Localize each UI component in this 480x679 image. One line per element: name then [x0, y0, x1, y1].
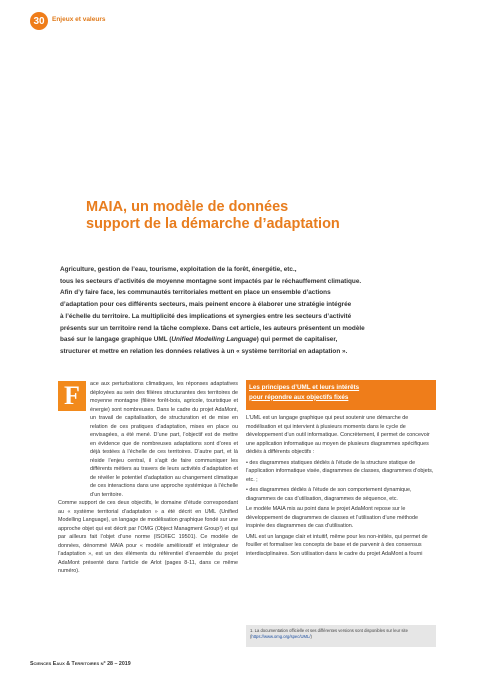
article-intro — [60, 264, 436, 358]
intro-line: présents sur un territoire rend la tâche complexe. Dans cet article, les auteurs présentent un modèle — [60, 324, 365, 332]
intro-line: tous les secteurs d’activités de moyenne montagne sont impactés par le réchauffement climatique. — [60, 277, 362, 285]
body-paragraph: ace aux perturbations climatiques, les réponses adaptatives déployées au sein des filières structurantes des territoires de moyenne montagne (filière forêt-bois, agricole, touristique et énergie) sont nombreuses. Dans le cadre du projet AdaMont, un travail de capitalisation, de structuration et de mise en relation de ces pratiques d’adaptation, mises en place ou envisagées, a été mené. D’une part, l’objectif est de mettre en évidence que de nombreuses adaptations sont d’ores et déjà testées à l’échelle de ces territoires. D’autre part, et là réside l’enjeu central, il s’agit de faire communiquer les différents métiers au travers de leurs activités d’adaptation et de révéler le potentiel d’adaptation au changement climatique de ces interactions dans une approche systémique à l’échelle d’un territoire. — [90, 381, 238, 498]
page-number-badge: 30 — [30, 12, 48, 30]
sidebar-box-title: Les principes d’UML et leurs intérêts pour répondre aux objectifs fixés — [249, 384, 360, 401]
intro-line: Agriculture, gestion de l’eau, tourisme, exploitation de la forêt, énergétie, etc., — [60, 266, 297, 273]
body-paragraph: Comme support de ces deux objectifs, le domaine d’étude correspondant au « système territorial d’adaptation » a été décrit en UML (Unified Modelling Language), un langage de modélisation graphique fondé sur une approche objet qui est décrit par l’OMG (Object Managment Group¹) et qui par ailleurs fait l’objet d’une norme (ISO/IEC 19501). Ce modèle de données, dénommé MAIA pour « modèle améliioratif et intégrateur de l’adaptation », est un des éléments du référentiel d’ensemble du projet AdaMont présenté dans l’article de Arlot (pages 8-11, dans ce même numéro). — [58, 500, 238, 574]
intro-line: Afin d’y faire face, les communautés territoriales mettent en place un ensemble d’actions — [60, 289, 331, 297]
box-paragraph: • des diagrammes statiques dédiés à l’étude de la structure statique de l’application informatique visée, diagrammes de classes, diagrammes d’objets, etc. ; — [246, 459, 434, 483]
title-line-2: support de la démarche d’adaptation — [86, 216, 340, 232]
intro-line: structurer et mettre en relation les données relatives à un « système territorial en adaptation ». — [60, 347, 348, 355]
intro-line: basé sur le langage graphique UML (Unified Modelling Language) qui permet de capitaliser, — [60, 336, 338, 344]
intro-line: à l’échelle du territoire. La multiplicité des implications et synergies entre les secteurs d’activité — [60, 312, 352, 320]
box-paragraph: L’UML est un langage graphique qui peut soutenir une démarche de modélisation et qui intervient à plusieurs moments dans le cycle de développement d’un outil informatique. Concrètement, il permet de concevoir une application informatique au moyen de plusieurs diagrammes spécifiques dédiés à différents objectifs : — [246, 415, 430, 455]
box-paragraph: UML est un langage clair et intuitif, même pour les non-initiés, qui permet de fouiller et formaliser les concepts de base et de parvenir à des consensus interdisciplinaires. Son utilisation dans le cadre du projet AdaMont a fourni — [246, 533, 428, 557]
box-paragraph: • des diagrammes dédiés à l’étude de son comportement dynamique, diagrammes de cas d’utilisation, diagrammes de séquence, etc. — [246, 487, 412, 502]
box-paragraph: Le modèle MAIA mis au point dans le projet AdaMont repose sur le développement de diagrammes de classes et l’utilisation d’une méthode inspirée des diagrammes de cas d’utilisation. — [246, 506, 419, 529]
article-title — [86, 199, 426, 233]
section-label: Enjeux et valeurs — [52, 16, 106, 23]
footnote-link[interactable]: https://www.omg.org/spec/UML/ — [251, 634, 311, 639]
footnote: 1. La documentation officielle et ses différentes versions sont disponibles sur leur site (https://www.omg.org/spec/UML/) — [250, 628, 408, 639]
title-line-1: MAIA, un modèle de données — [86, 199, 289, 215]
journal-footer: Sciences Eaux & Territoires n° 28 – 2019 — [30, 661, 131, 667]
sidebar-box-body — [246, 414, 436, 560]
left-column — [58, 380, 238, 576]
intro-line: d’adaptation pour ces différents secteurs, mais peinent encore à élaborer une stratégie intégrée — [60, 301, 352, 309]
drop-cap: F — [58, 381, 86, 411]
